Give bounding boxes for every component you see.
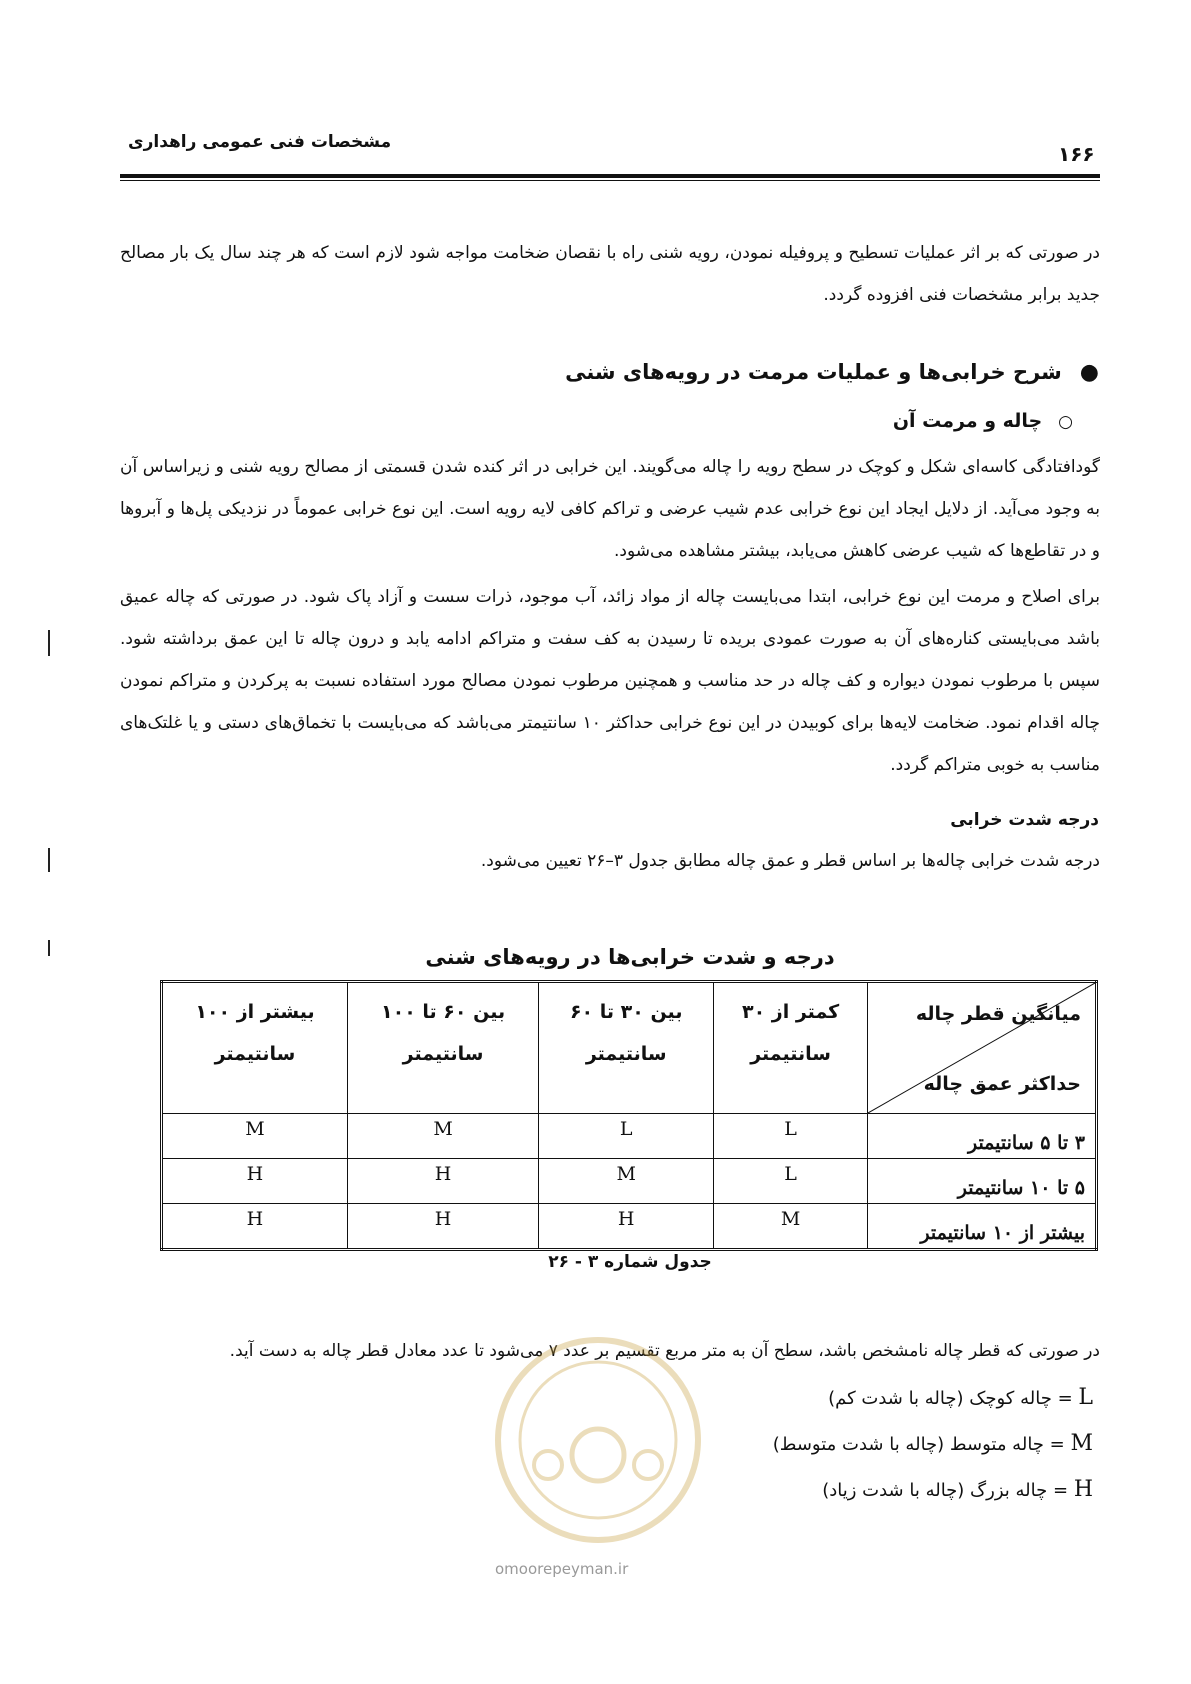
subsection-heading-text: چاله و مرمت آن [892, 410, 1043, 432]
circle-bullet-icon: ○ [1058, 412, 1073, 432]
corner-top-label: میانگین قطر چاله [915, 1003, 1081, 1025]
table-cell: L [539, 1114, 714, 1159]
margin-mark [48, 940, 50, 956]
note-paragraph: در صورتی که قطر چاله نامشخص باشد، سطح آن به متر مربع تقسیم بر عدد ۷ می‌شود تا عدد معادل قطر چاله به دست آید. [229, 1341, 1100, 1361]
margin-mark [48, 848, 50, 872]
legend-text: = چاله بزرگ (چاله با شدت زیاد) [822, 1480, 1069, 1501]
header-title: مشخصات فنی عمومی راهداری [128, 132, 392, 152]
column-header-line2: سانتیمتر [214, 1043, 296, 1065]
table-row [162, 1114, 1097, 1159]
legend-text: = چاله کوچک (چاله با شدت کم) [828, 1388, 1073, 1409]
column-header-line1: بین ۳۰ تا ۶۰ [569, 1001, 683, 1023]
table-cell: M [347, 1114, 538, 1159]
severity-table [160, 980, 1098, 1251]
table-cell: M [162, 1114, 348, 1159]
section-heading-text: شرح خرابی‌ها و عملیات مرمت در رویه‌های شنی [565, 360, 1062, 384]
watermark-seal-icon [488, 1330, 708, 1550]
table-cell: H [539, 1204, 714, 1250]
row-label: ۵ تا ۱۰ سانتیمتر [868, 1159, 1097, 1204]
legend-item [822, 1477, 1093, 1502]
column-header-line1: بین ۶۰ تا ۱۰۰ [381, 1001, 506, 1023]
table-cell: H [347, 1159, 538, 1204]
legend-item [773, 1431, 1093, 1456]
table-cell: H [347, 1204, 538, 1250]
watermark-text: omoorepeyman.ir [495, 1560, 629, 1578]
table-cell: H [162, 1204, 348, 1250]
legend-letter: M [1070, 1431, 1093, 1456]
column-header-line1: بیشتر از ۱۰۰ [195, 1001, 315, 1023]
corner-cell [868, 982, 1097, 1114]
table-header-row [162, 982, 1097, 1114]
header-rule [120, 174, 1100, 178]
section-heading [565, 360, 1099, 385]
column-header [714, 982, 868, 1114]
definition-paragraph: گودافتادگی کاسه‌ای شکل و کوچک در سطح رویه را چاله می‌گویند. این خرابی در اثر کنده شدن قسمتی از مصالح رویه شنی و زیراساس آن به وجود می‌آید. از دلایل ایجاد این نوع خرابی عدم شیب عرضی و تراکم کافی لایه رویه است. این نوع خرابی عموماً در نزدیکی پل‌ها و آبروها و در تقاطع‌ها که شیب عرضی کاهش می‌یابد، بیشتر مشاهده می‌شود. [120, 457, 1100, 561]
table-cell: H [162, 1159, 348, 1204]
column-header [539, 982, 714, 1114]
margin-mark [48, 630, 50, 656]
legend-text: = چاله متوسط (چاله با شدت متوسط) [772, 1434, 1065, 1455]
page-number: ۱۶۶ [1058, 142, 1095, 166]
row-label: ۳ تا ۵ سانتیمتر [868, 1114, 1097, 1159]
severity-heading: درجه شدت خرابی [950, 810, 1099, 830]
column-header-line2: سانتیمتر [402, 1043, 484, 1065]
table-cell: L [714, 1114, 868, 1159]
column-header [162, 982, 348, 1114]
table-cell: L [714, 1159, 868, 1204]
table-title: درجه و شدت خرابی‌ها در رویه‌های شنی [425, 945, 835, 969]
legend-letter: L [1078, 1385, 1093, 1410]
repair-paragraph: برای اصلاح و مرمت این نوع خرابی، ابتدا می‌بایست چاله از مواد زائد، آب موجود، ذرات سست و آزاد پاک شود. در صورتی که چاله عمیق باشد می‌بایستی کناره‌های آن به صورت عمودی بریده تا رسیدن به کف سفت و متراکم ادامه یابد و درون چاله تا این عمق برداشته شود. سپس با مرطوب نمودن دیواره و کف چاله در حد مناسب و همچنین مرطوب نمودن مصالح مورد استفاده نسبت به پرکردن و متراکم نمودن چاله اقدام نمود. ضخامت لایه‌ها برای کوبیدن در این نوع خرابی حداکثر ۱۰ سانتیمتر می‌باشد که می‌بایست با تخماق‌های دستی و یا غلتک‌های مناسب به خوبی متراکم گردد. [120, 587, 1100, 775]
corner-bottom-label: حداکثر عمق چاله [923, 1073, 1081, 1095]
legend-letter: H [1073, 1477, 1093, 1502]
table-cell: M [539, 1159, 714, 1204]
subsection-heading [893, 410, 1073, 432]
table-row [162, 1204, 1097, 1250]
column-header-line1: کمتر از ۳۰ [741, 1001, 840, 1023]
intro-paragraph: در صورتی که بر اثر عملیات تسطیح و پروفیله نمودن، رویه شنی راه با نقصان ضخامت مواجه شود لازم است که هر چند سال یک بار مصالح جدید برابر مشخصات فنی افزوده گردد. [120, 243, 1100, 305]
column-header-line2: سانتیمتر [750, 1043, 831, 1065]
column-header-line2: سانتیمتر [585, 1043, 667, 1065]
row-label: بیشتر از ۱۰ سانتیمتر [868, 1204, 1097, 1250]
table-caption: جدول شماره ۳ - ۲۶ [548, 1252, 712, 1272]
header-rule-thin [120, 180, 1100, 181]
table-row [162, 1159, 1097, 1204]
column-header [347, 982, 538, 1114]
legend-item [828, 1385, 1093, 1410]
bullet-icon: ● [1079, 360, 1099, 385]
table-cell: M [714, 1204, 868, 1250]
severity-sentence: درجه شدت خرابی چاله‌ها بر اساس قطر و عمق چاله مطابق جدول ۳–۲۶ تعیین می‌شود. [480, 851, 1100, 871]
